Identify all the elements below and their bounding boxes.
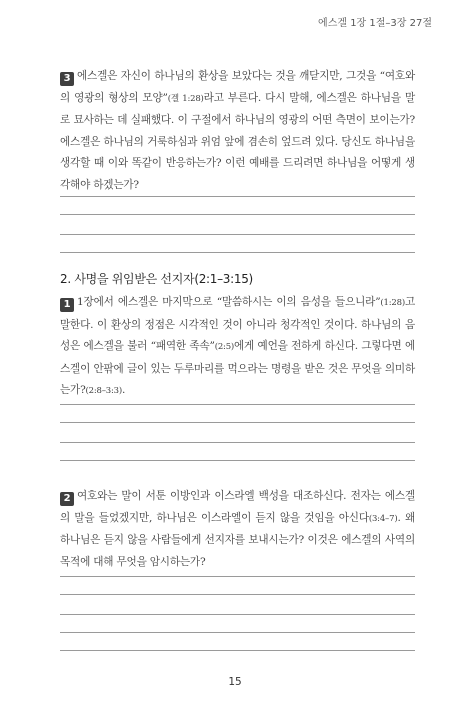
scripture-reference: (겔 1:28) [167,93,204,104]
question-text: 1장에서 에스겔은 마지막으로 “말씀하시는 이의 음성을 들으니라” [77,296,381,308]
question-text: 라고 부른다. 다시 말해, 에스겔은 하나님을 말로 묘사하는 데 실패했다. 이 구절에서 하나님의 영광의 어떤 측면이 보이는가? 에스겔은 하나님의 거룩하심과 위엄 앞에 겸손히 엎드려 있다. 당신도 하나님을 생각할 때 이와 똑같이 반응하는가? 이런 예배를 드리려면 하나님을 어떻게 생각해야 하겠는가? [60,91,415,191]
answer-line [60,214,415,215]
scripture-reference: (1:28) [380,298,405,308]
answer-line [60,252,415,253]
answer-line [60,196,415,197]
question-1 [60,292,415,403]
question-text: . 왜 하나님은 듣지 않을 사람들에게 선지자를 보내시는가? 이것은 에스겔의 사역의 목적에 대해 무엇을 암시하는가? [60,511,415,568]
answer-line [60,576,415,577]
scripture-reference: (3:4–7) [368,513,398,524]
question-3 [60,66,415,196]
question-text: 여호와는 말이 서툰 이방인과 이스라엘 백성을 대조하신다. 전자는 에스겔의 말을 들었겠지만, 하나님은 이스라엘이 듣지 않을 것임을 아신다 [60,490,415,524]
question-number-badge: 3 [60,72,74,86]
answer-line [60,632,415,633]
answer-line [60,460,415,461]
question-text: 고 말한다. 이 환상의 정점은 시각적인 것이 아니라 청각적인 것이다. 하나님의 음성은 에스겔을 불러 “패역한 족속” [60,296,415,352]
question-text: 에게 예언을 전하게 하신다. 그렇다면 에스겔이 안팎에 글이 있는 두루마리를 먹으라는 명령을 받은 것은 무엇을 의미하는가? [60,340,415,396]
answer-line [60,404,415,405]
question-2 [60,486,415,573]
answer-line [60,422,415,423]
running-header: 에스겔 1장 1절–3장 27절 [318,18,432,29]
answer-line [60,614,415,615]
question-number-badge: 2 [60,492,74,506]
answer-line [60,442,415,443]
answer-line [60,650,415,651]
scripture-reference: (2:5) [214,342,235,352]
page-number: 15 [228,676,242,688]
question-text: 에스겔은 자신이 하나님의 환상을 보았다는 것을 깨닫지만, 그것을 “여호와의 영광의 형상의 모양” [60,70,415,104]
section-heading: 2. 사명을 위임받은 선지자(2:1–3:15) [60,272,253,286]
scripture-reference: (2:8–3:3) [85,386,122,396]
answer-line [60,234,415,235]
question-text: . [122,384,126,396]
question-number-badge: 1 [60,298,74,312]
answer-line [60,594,415,595]
